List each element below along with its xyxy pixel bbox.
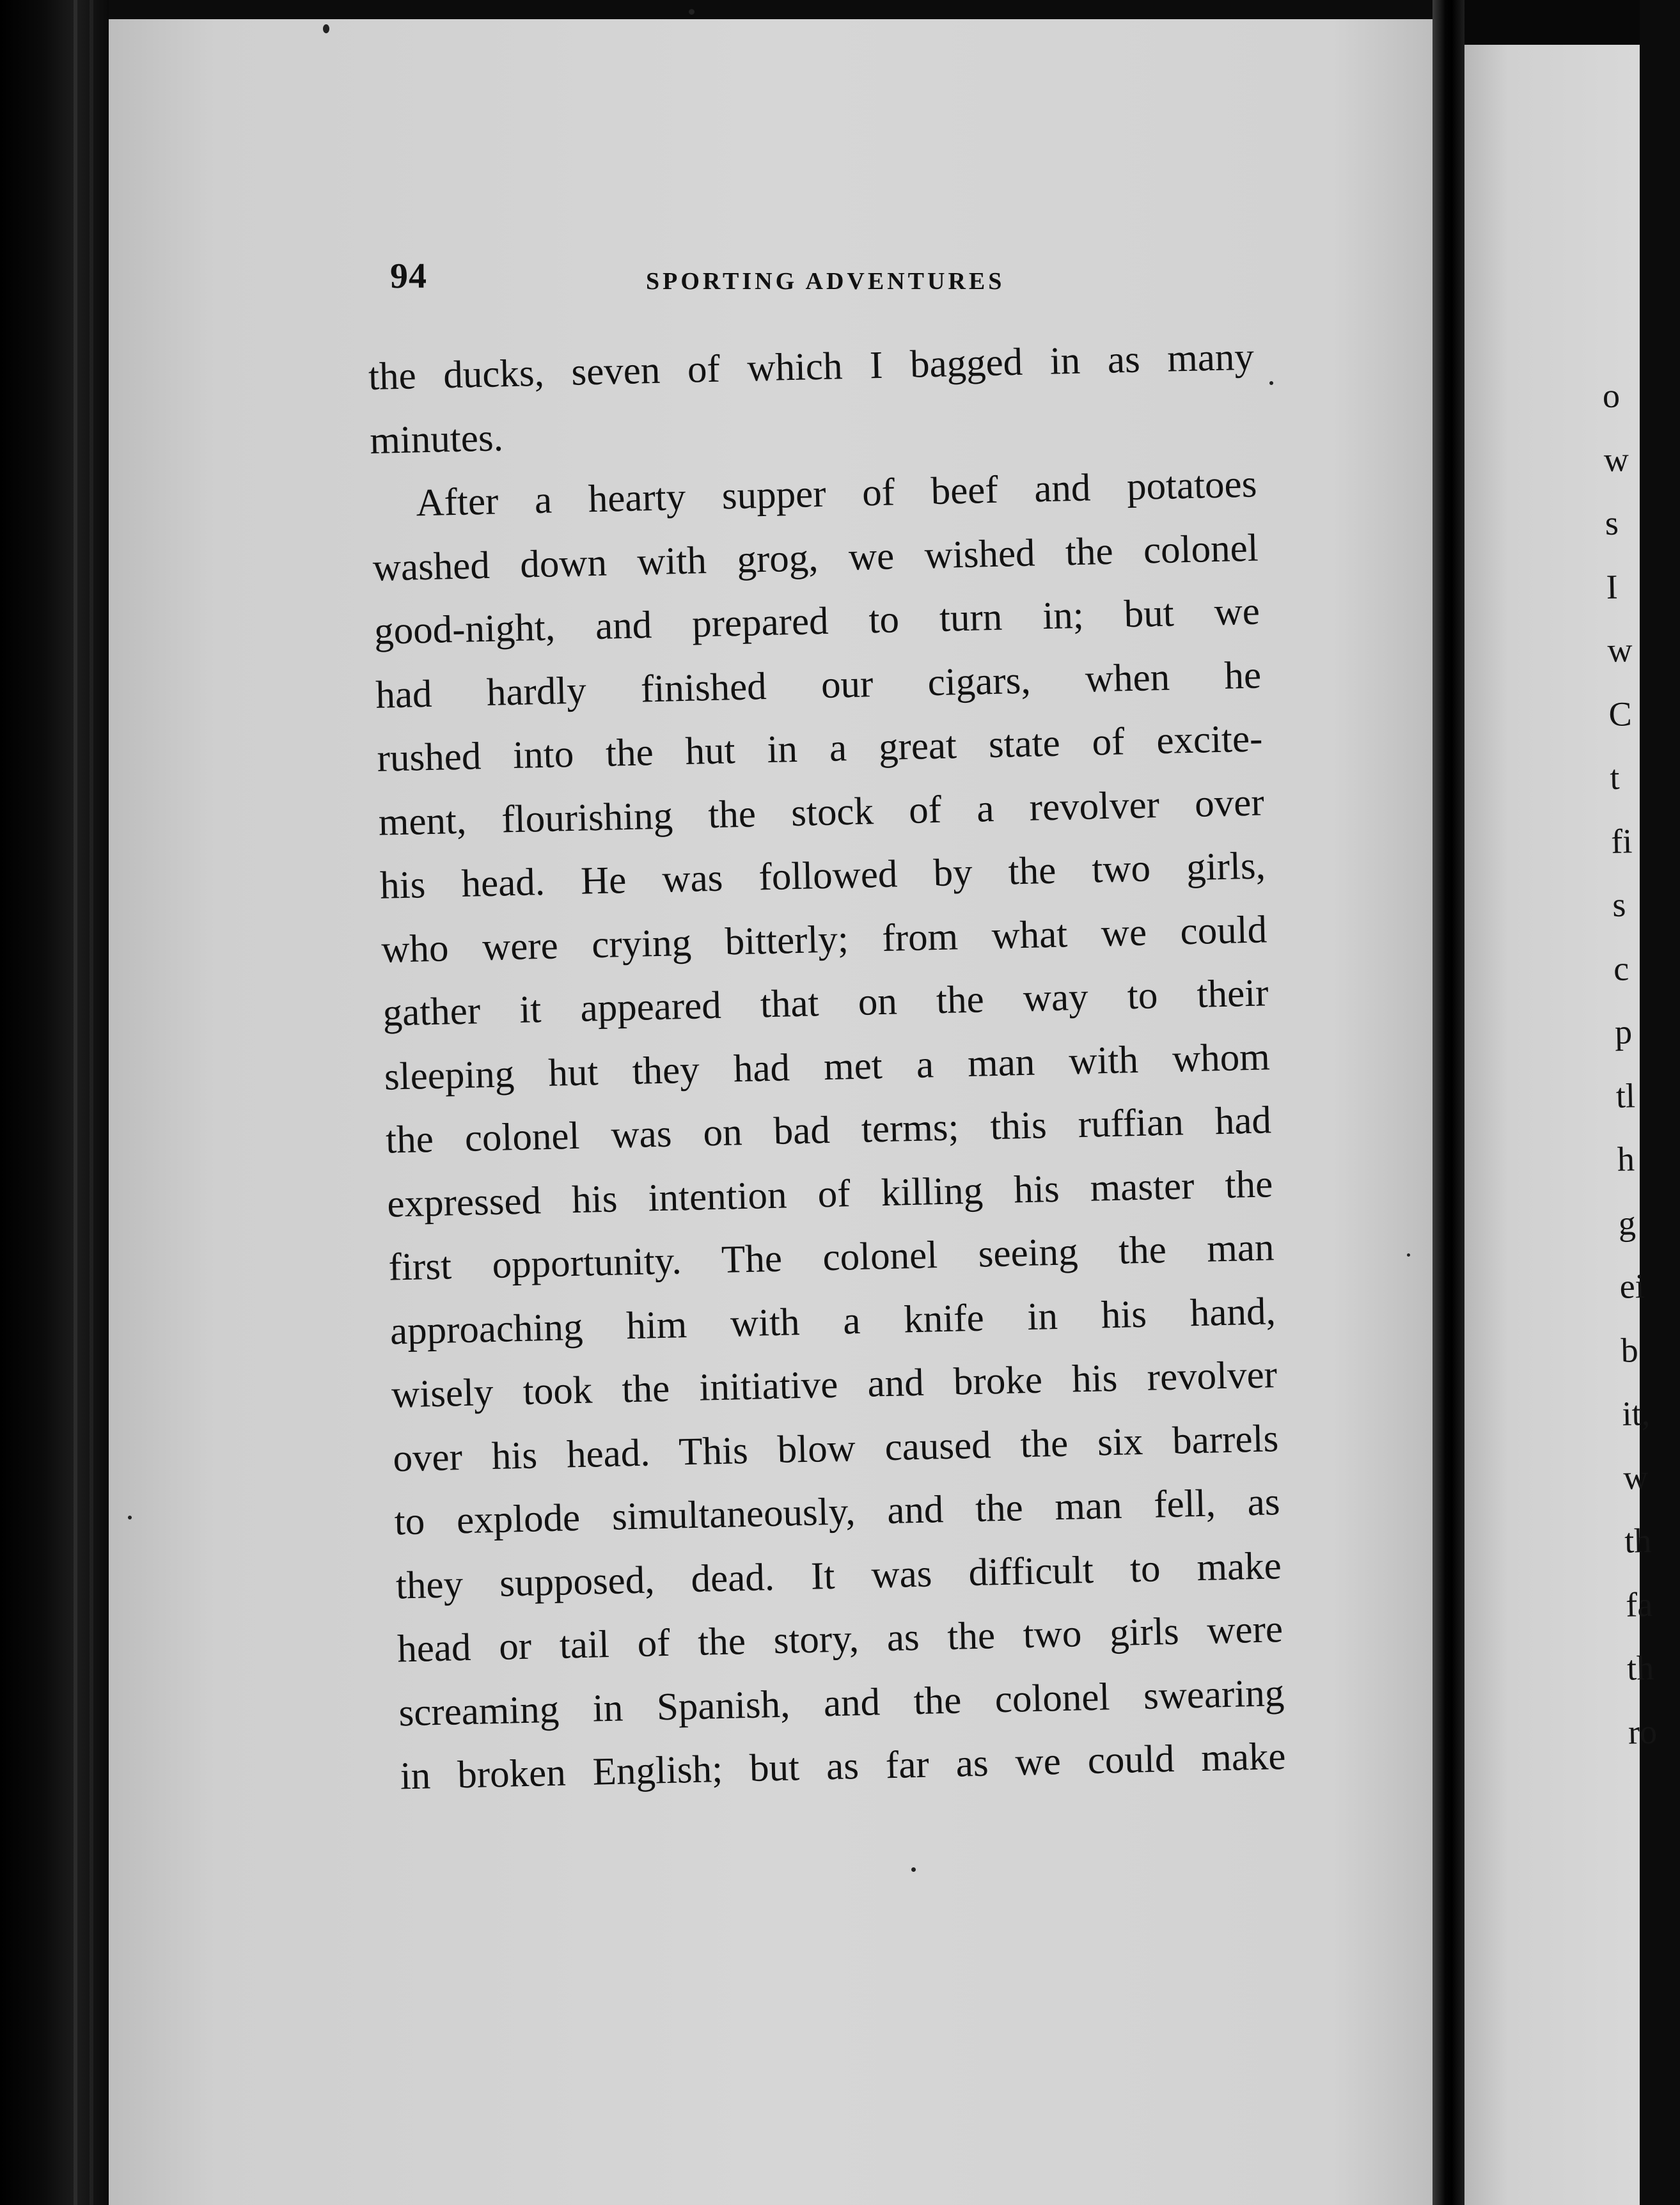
facing-page-fragment: g — [1618, 1203, 1637, 1243]
text-line: rushed into the hut in a great state of excite- — [376, 717, 1264, 780]
running-title: SPORTING ADVENTURES — [646, 268, 1005, 295]
facing-page-fragment: w — [1622, 1457, 1649, 1497]
facing-page-fragment: th — [1624, 1521, 1652, 1560]
text-line: to explode simultaneously, and the man fell, as — [393, 1480, 1281, 1544]
facing-page-fragment: fa — [1625, 1585, 1653, 1624]
facing-page-fragment: s — [1612, 885, 1626, 924]
facing-page-fragment: ro — [1628, 1712, 1658, 1752]
facing-page-top-shadow — [1464, 0, 1640, 45]
text-line: had hardly finished our cigars, when he — [375, 653, 1262, 717]
facing-page-fragment: t — [1609, 758, 1620, 797]
scan-speck — [689, 9, 695, 15]
text-line: screaming in Spanish, and the colonel swearing — [398, 1671, 1285, 1734]
body-text — [368, 326, 1287, 1809]
text-line: approaching him with a knife in his hand, — [389, 1289, 1276, 1353]
facing-page-fragment: c — [1613, 948, 1629, 988]
scan-speck — [911, 1867, 916, 1872]
text-line: his head. He was followed by the two girls, — [379, 844, 1266, 907]
text-line: they supposed, dead. It was difficult to make — [395, 1544, 1282, 1607]
text-line: wisely took the initiative and broke his revolver — [391, 1353, 1278, 1416]
running-head — [390, 256, 1260, 301]
text-line: who were crying bitterly; from what we could — [381, 907, 1268, 971]
facing-page-fragment: th — [1626, 1648, 1654, 1688]
facing-page-fragment: o — [1602, 376, 1621, 415]
facing-page-fragment: I — [1606, 567, 1619, 606]
text-line: head or tail of the story, as the two girls were — [396, 1608, 1284, 1671]
text-line: expressed his intention of killing his master the — [386, 1162, 1273, 1226]
text-line: first opportunity. The colonel seeing the man — [388, 1226, 1275, 1289]
text-line: in broken English; but as far as we could make — [400, 1735, 1287, 1798]
facing-page-fragment: ei — [1619, 1266, 1645, 1306]
page-gutter — [1433, 0, 1464, 2205]
facing-page-fragment: s — [1605, 503, 1619, 542]
page-number: 94 — [390, 256, 427, 296]
facing-page-fragment: h — [1617, 1140, 1635, 1179]
text-line: over his head. This blow caused the six barrels — [392, 1416, 1279, 1480]
facing-page-fragment: tl — [1615, 1076, 1636, 1115]
text-line: the colonel was on bad terms; this ruffian had — [385, 1099, 1272, 1162]
binding-edge — [0, 0, 109, 2205]
text-line: ment, flourishing the stock of a revolver over — [378, 780, 1265, 844]
text-line: gather it appeared that on the way to their — [382, 971, 1269, 1035]
facing-page-fragment: b — [1621, 1330, 1639, 1370]
facing-page-fragment: C — [1608, 694, 1633, 734]
facing-page-fragment: it, — [1621, 1393, 1651, 1433]
text-line: the ducks, seven of which I bagged in as many — [368, 335, 1255, 398]
scan-speck — [1407, 1253, 1410, 1257]
scan-speck — [1269, 381, 1273, 385]
text-line: washed down with grog, we wished the colonel — [372, 526, 1259, 590]
text-line: minutes. — [369, 416, 504, 462]
binding-streak — [74, 0, 77, 2205]
facing-page-fragment: p — [1614, 1012, 1633, 1051]
scan-speck — [128, 1516, 132, 1519]
text-line: good-night, and prepared to turn in; but we — [373, 590, 1260, 653]
text-line: After a hearty supper of beef and potatoes — [415, 462, 1258, 525]
facing-page-fragment: w — [1603, 439, 1629, 479]
facing-page-fragment: fi — [1610, 821, 1633, 861]
scan-speck — [323, 24, 329, 33]
text-line: sleeping hut they had met a man with whom — [384, 1035, 1271, 1099]
binding-streak — [90, 0, 93, 2205]
facing-page-fragment: w — [1607, 631, 1633, 670]
